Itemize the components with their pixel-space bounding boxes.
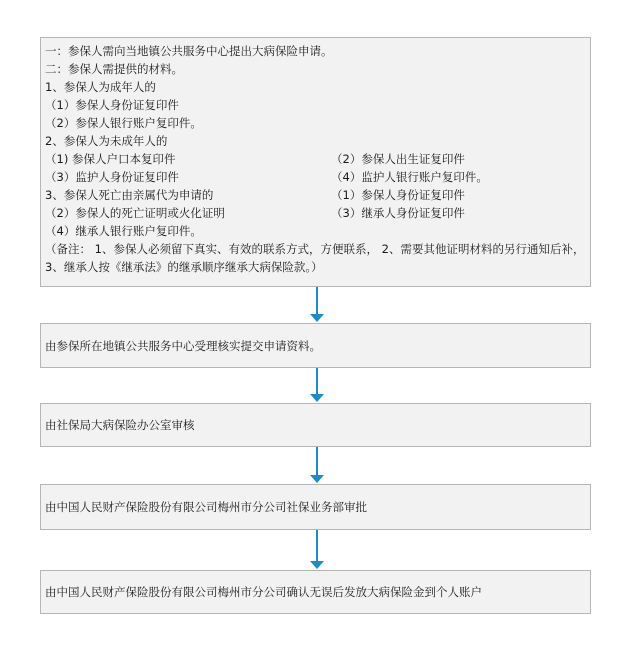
step-payout-label: 由中国人民财产保险股份有限公司梅州市分公司确认无误后发放大病保险金到个人账户 bbox=[45, 585, 482, 599]
step-accept-verify bbox=[40, 323, 591, 368]
requirement-line-11: （4）继承人银行账户复印件。 bbox=[45, 224, 202, 238]
requirement-line-3: 1、参保人为成年人的 bbox=[45, 80, 156, 94]
step-insurer-approval bbox=[40, 484, 591, 530]
requirement-row-10 bbox=[45, 204, 586, 222]
requirement-row-10-left: （2）参保人的死亡证明或火化证明 bbox=[45, 206, 225, 220]
requirement-row-9-left: 3、参保人死亡由亲属代为申请的 bbox=[45, 188, 214, 202]
requirement-row-8-right: （4）监护人银行账户复印件。 bbox=[331, 170, 488, 184]
requirement-row-7-right: （2）参保人出生证复印件 bbox=[331, 152, 465, 166]
requirement-line-4: （1）参保人身份证复印件 bbox=[45, 98, 179, 112]
requirement-row-8-left: （3）监护人身份证复印件 bbox=[45, 170, 179, 184]
step-social-security-review-label: 由社保局大病保险办公室审核 bbox=[45, 418, 195, 432]
application-requirements-box bbox=[40, 37, 591, 287]
requirement-row-10-right: （3）继承人身份证复印件 bbox=[331, 206, 465, 220]
requirement-line-1: 一：参保人需向当地镇公共服务中心提出大病保险申请。 bbox=[45, 44, 333, 58]
requirement-row-8 bbox=[45, 168, 586, 186]
step-payout bbox=[40, 570, 591, 614]
requirement-row-7-left: （1) 参保人户口本复印件 bbox=[45, 152, 176, 166]
step-accept-verify-label: 由参保所在地镇公共服务中心受理核实提交申请资料。 bbox=[45, 338, 321, 353]
requirement-line-5: （2）参保人银行账户复印件。 bbox=[45, 116, 202, 130]
flow-arrow-3 bbox=[309, 447, 325, 484]
requirement-row-7 bbox=[45, 150, 586, 168]
requirement-row-9-right: （1）参保人身份证复印件 bbox=[331, 188, 465, 202]
step-social-security-review bbox=[40, 403, 591, 447]
step-insurer-approval-label: 由中国人民财产保险股份有限公司梅州市分公司社保业务部审批 bbox=[45, 500, 367, 514]
remark-note: （备注： 1、参保人必须留下真实、有效的联系方式，方便联系， 2、需要其他证明材料的另行通知后补， 3、继承人按《继承法》的继承顺序继承大病保险款。） bbox=[45, 242, 585, 274]
flow-arrow-1 bbox=[309, 287, 325, 323]
requirement-line-2: 二：参保人需提供的材料。 bbox=[45, 62, 183, 76]
flow-arrow-2 bbox=[309, 368, 325, 403]
requirement-line-6: 2、参保人为未成年人的 bbox=[45, 134, 168, 148]
requirement-row-9 bbox=[45, 186, 586, 204]
flow-arrow-4 bbox=[309, 530, 325, 570]
